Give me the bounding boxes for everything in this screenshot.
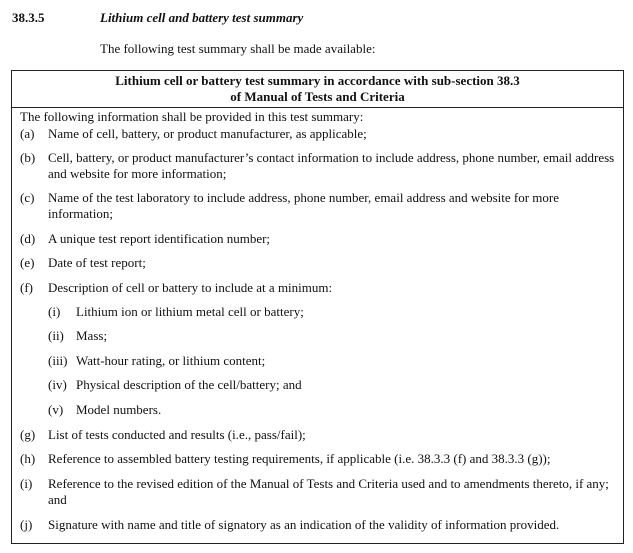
list-item-j bbox=[20, 517, 617, 533]
list-item-text: Signature with name and title of signatory as an indication of the validity of information provided. bbox=[48, 517, 560, 532]
list-item-label: (g) bbox=[20, 427, 36, 442]
list-item-text: Cell, battery, or product manufacturer’s contact information to include address, phone number, email address and website for more information; bbox=[48, 150, 615, 181]
list-item-text: A unique test report identification number; bbox=[48, 231, 271, 246]
sub-item-text: Lithium ion or lithium metal cell or battery; bbox=[76, 304, 304, 319]
list-item-b bbox=[20, 150, 617, 182]
list-item-a bbox=[20, 126, 617, 142]
list-item-d bbox=[20, 231, 617, 247]
box-header-line2: of Manual of Tests and Criteria bbox=[230, 89, 405, 104]
sub-item-i bbox=[48, 304, 617, 320]
list-item-text: List of tests conducted and results (i.e., pass/fail); bbox=[48, 427, 306, 442]
list-item-h bbox=[20, 451, 617, 467]
list-item-text: Name of the test laboratory to include address, phone number, email address and website for more information; bbox=[48, 190, 560, 221]
list-item-e bbox=[20, 255, 617, 271]
box-lead-text: The following information shall be provided in this test summary: bbox=[20, 109, 364, 124]
list-item-g bbox=[20, 427, 617, 443]
list-item-text: Description of cell or battery to include at a minimum: bbox=[48, 280, 333, 295]
list-item-label: (h) bbox=[20, 451, 36, 466]
sub-item-text: Model numbers. bbox=[76, 402, 162, 417]
list-item-label: (e) bbox=[20, 255, 35, 270]
sub-item-label: (iii) bbox=[48, 353, 68, 368]
section-intro: The following test summary shall be made available: bbox=[100, 41, 376, 56]
list-item-text: Reference to the revised edition of the Manual of Tests and Criteria used and to amendments thereto, if any; and bbox=[48, 476, 609, 507]
list-item-label: (a) bbox=[20, 126, 35, 141]
box-header bbox=[12, 71, 623, 108]
box-header-line1: Lithium cell or battery test summary in accordance with sub-section 38.3 bbox=[115, 73, 520, 88]
sub-item-text: Physical description of the cell/battery; and bbox=[76, 377, 302, 392]
sub-item-label: (v) bbox=[48, 402, 64, 417]
sub-item-label: (iv) bbox=[48, 377, 67, 392]
list-item-c bbox=[20, 190, 617, 222]
section-heading bbox=[12, 10, 303, 26]
list-item-label: (i) bbox=[20, 476, 33, 491]
list-item-f bbox=[20, 280, 617, 296]
sub-item-v bbox=[48, 402, 617, 418]
sub-item-iv bbox=[48, 377, 617, 393]
list-item-text: Date of test report; bbox=[48, 255, 146, 270]
sub-item-label: (ii) bbox=[48, 328, 64, 343]
list-item-i bbox=[20, 476, 617, 508]
sub-item-iii bbox=[48, 353, 617, 369]
list-item-label: (b) bbox=[20, 150, 36, 165]
sub-item-text: Watt-hour rating, or lithium content; bbox=[76, 353, 266, 368]
sub-item-ii bbox=[48, 328, 617, 344]
list-item-label: (c) bbox=[20, 190, 35, 205]
list-item-label: (f) bbox=[20, 280, 33, 295]
sub-item-label: (i) bbox=[48, 304, 61, 319]
test-summary-box bbox=[11, 70, 624, 544]
sub-item-text: Mass; bbox=[76, 328, 108, 343]
section-title: Lithium cell and battery test summary bbox=[100, 10, 304, 25]
list-item-label: (j) bbox=[20, 517, 33, 532]
list-item-label: (d) bbox=[20, 231, 36, 246]
list-item-text: Name of cell, battery, or product manufacturer, as applicable; bbox=[48, 126, 367, 141]
list-item-text: Reference to assembled battery testing requirements, if applicable (i.e. 38.3.3 (f) and 38.3.3 (g)); bbox=[48, 451, 551, 466]
section-number: 38.3.5 bbox=[12, 10, 45, 25]
